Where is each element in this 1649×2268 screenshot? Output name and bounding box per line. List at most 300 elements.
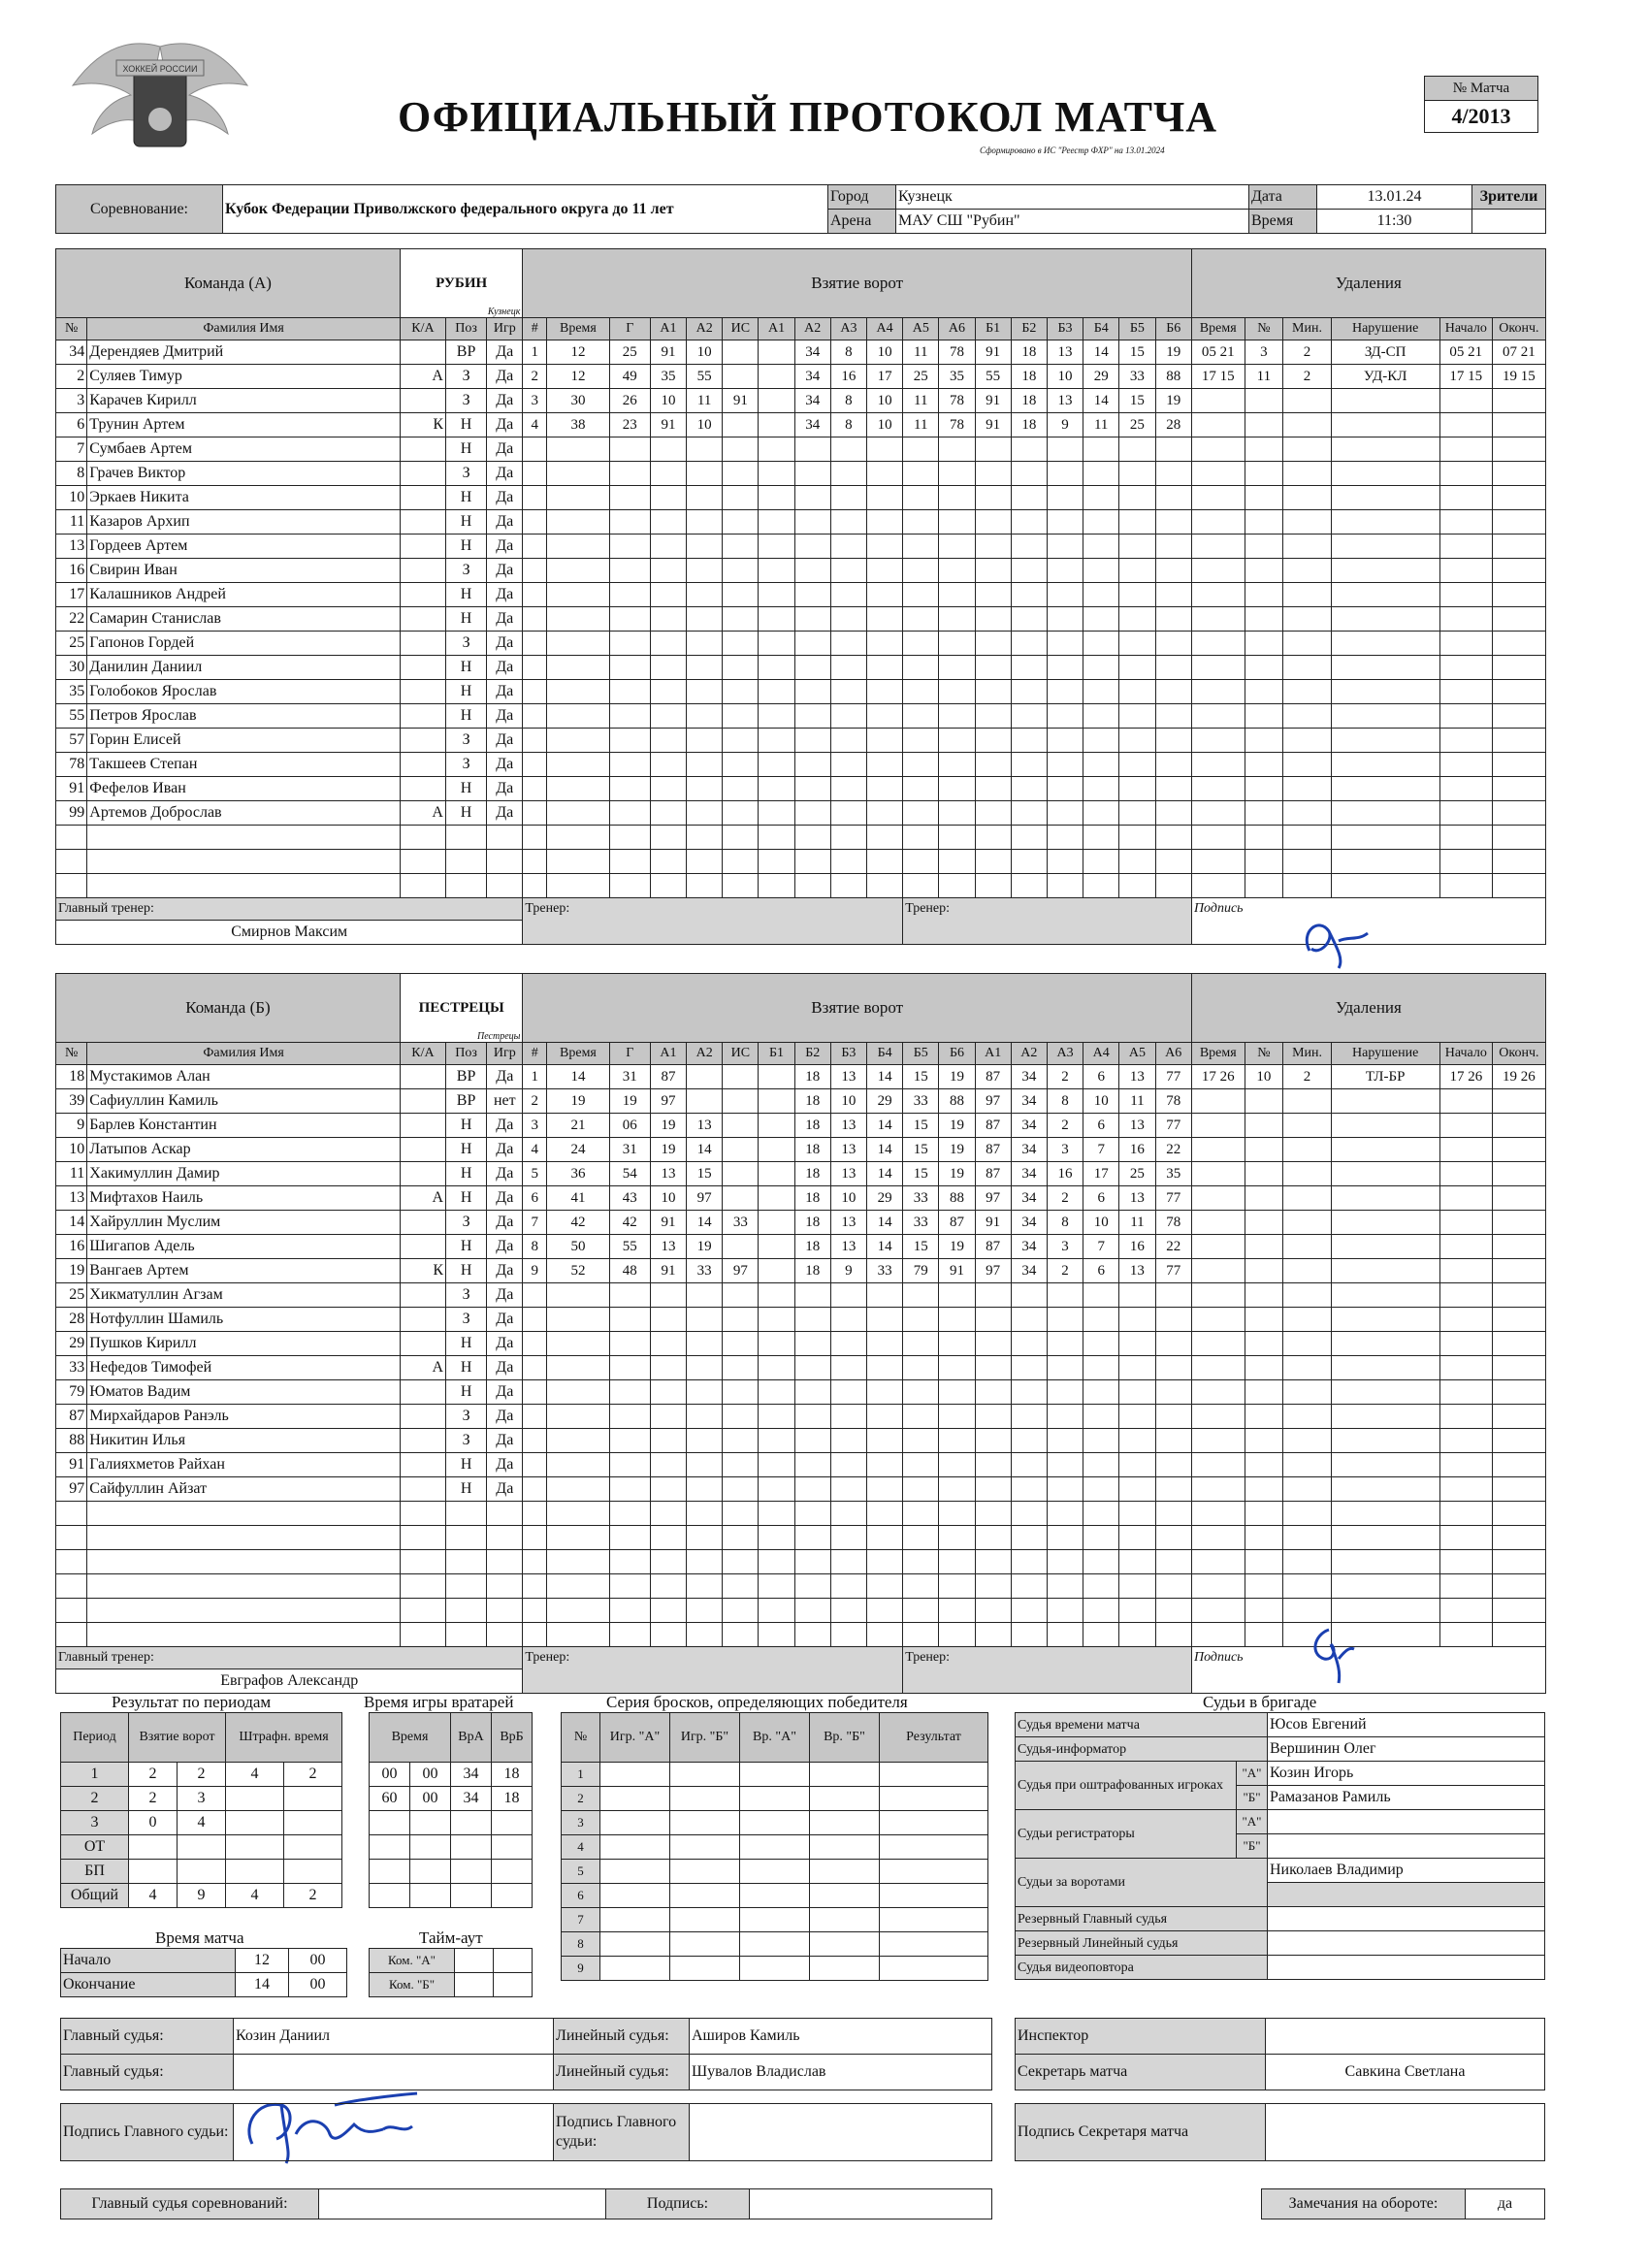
shootout-cell bbox=[810, 1811, 880, 1835]
penalty-cell: 2 bbox=[1283, 1065, 1332, 1089]
goal-cell bbox=[1083, 462, 1119, 486]
penalty-header: Нарушение bbox=[1331, 1043, 1439, 1065]
goal-cell bbox=[830, 850, 866, 874]
goalie-time-cell bbox=[370, 1835, 410, 1860]
penalty-cell: 05 21 bbox=[1191, 340, 1245, 365]
goal-cell bbox=[609, 1283, 650, 1308]
official-role: Судья видеоповтора bbox=[1016, 1956, 1268, 1980]
player-position bbox=[446, 1526, 487, 1550]
goal-cell bbox=[1155, 1574, 1191, 1599]
goal-cell: 7 bbox=[1083, 1138, 1119, 1162]
goal-cell bbox=[650, 850, 686, 874]
goal-cell bbox=[1083, 486, 1119, 510]
goal-header: А4 bbox=[867, 318, 903, 340]
shootout-cell bbox=[740, 1957, 810, 1981]
goal-cell bbox=[609, 1429, 650, 1453]
goal-cell bbox=[759, 1283, 794, 1308]
player-position: ВР bbox=[446, 1089, 487, 1114]
player-number: 30 bbox=[56, 656, 87, 680]
player-number: 3 bbox=[56, 389, 87, 413]
penalty-cell bbox=[1439, 704, 1493, 729]
player-role bbox=[400, 1235, 445, 1259]
penalty-cell bbox=[1331, 1308, 1439, 1332]
goal-cell bbox=[650, 1405, 686, 1429]
period-name: 1 bbox=[61, 1763, 129, 1787]
goal-cell: 13 bbox=[1047, 340, 1083, 365]
player-number: 6 bbox=[56, 413, 87, 437]
goal-cell bbox=[794, 583, 830, 607]
goal-cell: 13 bbox=[650, 1162, 686, 1186]
shootout-number: 1 bbox=[562, 1763, 600, 1787]
player-position: Н bbox=[445, 801, 486, 826]
team-sign-label: Подпись bbox=[1191, 898, 1545, 945]
goal-cell: 16 bbox=[1047, 1162, 1083, 1186]
goals-title: Взятие ворот bbox=[523, 974, 1192, 1043]
goal-cell bbox=[1011, 753, 1047, 777]
goal-cell bbox=[1083, 826, 1119, 850]
sign-secretary-table bbox=[1015, 2103, 1545, 2161]
match-end-hour: 14 bbox=[236, 1973, 289, 1997]
goal-cell bbox=[650, 1429, 686, 1453]
goal-cell bbox=[1083, 704, 1119, 729]
player-name bbox=[87, 1574, 401, 1599]
secretary-label: Секретарь матча bbox=[1016, 2055, 1266, 2090]
goal-cell: 91 bbox=[939, 1259, 975, 1283]
goal-cell bbox=[759, 1065, 794, 1089]
goal-cell: 36 bbox=[547, 1162, 610, 1186]
goal-cell bbox=[547, 559, 610, 583]
goal-cell bbox=[867, 1550, 903, 1574]
goal-cell bbox=[939, 437, 975, 462]
goal-cell: 55 bbox=[609, 1235, 650, 1259]
goal-cell bbox=[830, 1526, 866, 1550]
player-name bbox=[87, 850, 401, 874]
player-number: 28 bbox=[56, 1308, 87, 1332]
goal-cell bbox=[1155, 1453, 1191, 1477]
penalty-cell bbox=[1191, 1502, 1245, 1526]
table-row bbox=[56, 1089, 1546, 1114]
official-team-mark: "Б" bbox=[1237, 1834, 1268, 1859]
player-role bbox=[400, 850, 445, 874]
penalty-cell bbox=[1283, 1332, 1332, 1356]
table-row bbox=[56, 1065, 1546, 1089]
periods-row bbox=[61, 1884, 342, 1908]
player-role bbox=[400, 729, 445, 753]
penalty-header: Начало bbox=[1439, 318, 1493, 340]
goalie-time-cell bbox=[492, 1860, 533, 1884]
goal-cell bbox=[975, 680, 1011, 704]
official-row bbox=[1016, 1931, 1545, 1956]
penalty-cell bbox=[1283, 1502, 1332, 1526]
goal-cell: 13 bbox=[1119, 1259, 1155, 1283]
period-value: 2 bbox=[284, 1763, 342, 1787]
goal-cell bbox=[1155, 850, 1191, 874]
penalty-cell bbox=[1493, 1453, 1546, 1477]
penalty-cell bbox=[1439, 1308, 1493, 1332]
goalie-time-row bbox=[370, 1787, 533, 1811]
player-played: Да bbox=[487, 413, 523, 437]
official-name bbox=[1268, 1907, 1545, 1931]
goal-header: А6 bbox=[939, 318, 975, 340]
goal-cell bbox=[723, 801, 759, 826]
penalty-cell bbox=[1283, 1453, 1332, 1477]
goal-cell bbox=[723, 632, 759, 656]
goal-cell bbox=[1083, 1429, 1119, 1453]
goal-cell bbox=[1119, 656, 1155, 680]
player-number: 34 bbox=[56, 340, 87, 365]
penalty-cell bbox=[1493, 1405, 1546, 1429]
goal-cell bbox=[1083, 729, 1119, 753]
goalie-time-cell: 60 bbox=[370, 1787, 410, 1811]
penalty-cell bbox=[1245, 826, 1283, 850]
penalty-cell bbox=[1493, 1211, 1546, 1235]
goal-cell: 15 bbox=[687, 1162, 723, 1186]
penalty-header: Мин. bbox=[1283, 1043, 1332, 1065]
player-role bbox=[400, 680, 445, 704]
goal-cell bbox=[830, 1574, 866, 1599]
line-referee-2-label: Линейный судья: bbox=[554, 2055, 690, 2090]
penalty-cell bbox=[1191, 680, 1245, 704]
goal-cell: 1 bbox=[523, 1065, 547, 1089]
goal-cell bbox=[939, 704, 975, 729]
player-position: Н bbox=[446, 1453, 487, 1477]
goal-header: Б5 bbox=[1119, 318, 1155, 340]
goal-cell bbox=[1011, 1599, 1047, 1623]
goal-cell bbox=[523, 1308, 547, 1332]
goal-cell bbox=[523, 510, 547, 535]
player-number: 11 bbox=[56, 510, 87, 535]
goal-cell bbox=[759, 874, 794, 898]
table-row bbox=[56, 850, 1546, 874]
table-row bbox=[56, 1550, 1546, 1574]
goal-cell: 19 bbox=[939, 1065, 975, 1089]
player-name: Данилин Даниил bbox=[87, 656, 401, 680]
goal-cell bbox=[939, 729, 975, 753]
goal-cell: 7 bbox=[523, 1211, 547, 1235]
goal-cell bbox=[723, 753, 759, 777]
player-played: Да bbox=[487, 535, 523, 559]
goal-cell bbox=[609, 753, 650, 777]
player-number: 91 bbox=[56, 1453, 87, 1477]
official-name: Рамазанов Рамиль bbox=[1268, 1786, 1545, 1810]
penalty-cell bbox=[1331, 437, 1439, 462]
penalty-cell bbox=[1191, 729, 1245, 753]
goal-cell bbox=[1119, 462, 1155, 486]
penalty-cell bbox=[1245, 389, 1283, 413]
table-row bbox=[56, 1259, 1546, 1283]
player-played: Да bbox=[487, 437, 523, 462]
penalty-cell bbox=[1283, 559, 1332, 583]
roster-header: Поз bbox=[445, 318, 486, 340]
goal-cell bbox=[903, 680, 939, 704]
player-name bbox=[87, 1550, 401, 1574]
goal-cell bbox=[867, 704, 903, 729]
penalty-cell bbox=[1245, 1186, 1283, 1211]
goal-cell bbox=[1083, 583, 1119, 607]
official-name bbox=[1268, 1956, 1545, 1980]
main-referee-1-label: Главный судья: bbox=[61, 2019, 234, 2055]
penalty-cell bbox=[1493, 874, 1546, 898]
goal-cell: 12 bbox=[547, 340, 610, 365]
penalty-cell bbox=[1283, 729, 1332, 753]
info-table bbox=[55, 184, 1546, 234]
goalie-time-cell bbox=[492, 1884, 533, 1908]
player-played: Да bbox=[487, 1283, 523, 1308]
goal-cell bbox=[939, 1623, 975, 1647]
penalty-cell bbox=[1439, 1089, 1493, 1114]
penalty-cell bbox=[1493, 729, 1546, 753]
penalty-cell bbox=[1439, 1259, 1493, 1283]
goal-cell bbox=[609, 462, 650, 486]
goal-cell bbox=[650, 1550, 686, 1574]
periods-header-period: Период bbox=[61, 1713, 129, 1763]
penalty-cell bbox=[1439, 1599, 1493, 1623]
goal-cell bbox=[830, 826, 866, 850]
penalty-cell bbox=[1245, 1162, 1283, 1186]
shootout-row bbox=[562, 1787, 988, 1811]
goal-cell bbox=[547, 729, 610, 753]
goal-cell bbox=[547, 632, 610, 656]
player-played bbox=[487, 1550, 523, 1574]
penalty-cell bbox=[1439, 510, 1493, 535]
goal-cell bbox=[547, 1308, 610, 1332]
goal-cell bbox=[650, 1453, 686, 1477]
timeout-title: Тайм-аут bbox=[419, 1928, 483, 1947]
goal-cell: 19 bbox=[939, 1162, 975, 1186]
penalty-cell bbox=[1439, 1235, 1493, 1259]
penalty-cell bbox=[1493, 632, 1546, 656]
penalty-cell bbox=[1331, 1162, 1439, 1186]
goal-cell bbox=[687, 1065, 723, 1089]
goal-cell bbox=[1011, 1405, 1047, 1429]
goal-cell bbox=[794, 559, 830, 583]
goal-cell bbox=[523, 486, 547, 510]
table-row bbox=[56, 535, 1546, 559]
goal-cell bbox=[687, 1089, 723, 1114]
penalty-cell bbox=[1493, 462, 1546, 486]
player-position bbox=[446, 1599, 487, 1623]
shootout-cell bbox=[670, 1811, 740, 1835]
player-played: Да bbox=[487, 1405, 523, 1429]
player-played: Да bbox=[487, 1380, 523, 1405]
period-value: 2 bbox=[129, 1787, 178, 1811]
penalty-cell bbox=[1331, 510, 1439, 535]
goal-cell bbox=[975, 1453, 1011, 1477]
penalty-cell bbox=[1283, 1162, 1332, 1186]
goal-cell bbox=[830, 1477, 866, 1502]
goal-cell: 31 bbox=[609, 1065, 650, 1089]
goal-cell bbox=[687, 559, 723, 583]
goal-cell bbox=[759, 1114, 794, 1138]
remarks-label: Замечания на обороте: bbox=[1262, 2189, 1466, 2219]
column-header-row bbox=[56, 318, 1546, 340]
trainer-1-label: Тренер: bbox=[523, 898, 903, 945]
city-value: Кузнецк bbox=[896, 185, 1249, 210]
penalty-cell bbox=[1191, 583, 1245, 607]
goal-cell bbox=[794, 826, 830, 850]
goal-cell bbox=[1083, 777, 1119, 801]
match-number-box bbox=[1424, 76, 1538, 133]
goal-cell bbox=[1083, 632, 1119, 656]
player-name: Барлев Константин bbox=[87, 1114, 401, 1138]
penalty-header: Время bbox=[1191, 318, 1245, 340]
goal-cell: 33 bbox=[903, 1186, 939, 1211]
player-name: Юматов Вадим bbox=[87, 1380, 401, 1405]
penalty-cell: ЗД-СП bbox=[1331, 340, 1439, 365]
shootout-row bbox=[562, 1932, 988, 1957]
official-name bbox=[1268, 1931, 1545, 1956]
goal-cell bbox=[1083, 1405, 1119, 1429]
goal-cell bbox=[1155, 462, 1191, 486]
goal-header: А2 bbox=[687, 1043, 723, 1065]
penalty-cell bbox=[1439, 559, 1493, 583]
goal-cell bbox=[687, 1283, 723, 1308]
timeout-table bbox=[369, 1948, 533, 1997]
table-row bbox=[56, 1138, 1546, 1162]
penalty-cell bbox=[1191, 1574, 1245, 1599]
goal-cell bbox=[523, 753, 547, 777]
goal-cell bbox=[1155, 1502, 1191, 1526]
goal-cell bbox=[609, 1308, 650, 1332]
goal-cell bbox=[759, 656, 794, 680]
goal-cell bbox=[1083, 437, 1119, 462]
penalty-cell bbox=[1331, 1453, 1439, 1477]
penalty-cell bbox=[1191, 1162, 1245, 1186]
goal-cell bbox=[903, 1550, 939, 1574]
shootout-number: 4 bbox=[562, 1835, 600, 1860]
goal-cell bbox=[687, 1477, 723, 1502]
penalty-cell bbox=[1283, 632, 1332, 656]
penalty-cell bbox=[1283, 1138, 1332, 1162]
goal-cell: 87 bbox=[975, 1114, 1011, 1138]
trainer-2-label: Тренер: bbox=[903, 1647, 1192, 1694]
player-role bbox=[400, 1550, 445, 1574]
goal-cell bbox=[903, 1599, 939, 1623]
penalty-header: № bbox=[1245, 1043, 1283, 1065]
goal-cell: 6 bbox=[1083, 1186, 1119, 1211]
penalty-cell bbox=[1283, 1259, 1332, 1283]
goal-cell: 91 bbox=[975, 340, 1011, 365]
goal-cell bbox=[609, 559, 650, 583]
goal-cell: 3 bbox=[1047, 1235, 1083, 1259]
player-number: 10 bbox=[56, 486, 87, 510]
goal-cell bbox=[523, 801, 547, 826]
penalty-cell bbox=[1331, 1477, 1439, 1502]
penalty-cell bbox=[1245, 1211, 1283, 1235]
penalty-cell bbox=[1191, 559, 1245, 583]
goal-cell bbox=[523, 850, 547, 874]
goal-cell bbox=[1083, 1332, 1119, 1356]
goal-header: # bbox=[523, 1043, 547, 1065]
goal-cell bbox=[523, 607, 547, 632]
periods-row bbox=[61, 1835, 342, 1860]
period-value: 4 bbox=[226, 1763, 284, 1787]
goal-cell bbox=[547, 656, 610, 680]
player-played: Да bbox=[487, 632, 523, 656]
penalty-cell bbox=[1245, 1332, 1283, 1356]
goal-cell bbox=[650, 1526, 686, 1550]
goal-cell bbox=[687, 1356, 723, 1380]
player-name: Галияхметов Райхан bbox=[87, 1453, 401, 1477]
player-position: Н bbox=[446, 1356, 487, 1380]
player-role bbox=[400, 874, 445, 898]
player-role bbox=[400, 1502, 445, 1526]
official-name bbox=[1268, 1834, 1545, 1859]
shootout-cell bbox=[810, 1860, 880, 1884]
player-role bbox=[400, 1114, 445, 1138]
shootout-number: 6 bbox=[562, 1884, 600, 1908]
goal-cell bbox=[939, 462, 975, 486]
shootout-cell bbox=[740, 1787, 810, 1811]
goal-cell bbox=[759, 389, 794, 413]
team-name-text: ПЕСТРЕЦЫ bbox=[418, 1000, 504, 1016]
goalie-time-cell bbox=[451, 1860, 492, 1884]
goal-cell bbox=[1011, 704, 1047, 729]
shootout-header: Вр. "Б" bbox=[810, 1713, 880, 1763]
goal-cell: 34 bbox=[1011, 1235, 1047, 1259]
goal-cell: 10 bbox=[687, 340, 723, 365]
table-row bbox=[56, 1429, 1546, 1453]
player-played bbox=[487, 874, 523, 898]
goal-cell bbox=[975, 729, 1011, 753]
goal-cell bbox=[1011, 1332, 1047, 1356]
goal-cell bbox=[759, 486, 794, 510]
penalty-cell bbox=[1191, 874, 1245, 898]
periods-row bbox=[61, 1763, 342, 1787]
goal-cell bbox=[794, 437, 830, 462]
goal-cell bbox=[975, 583, 1011, 607]
player-number bbox=[56, 1599, 87, 1623]
goal-cell: 87 bbox=[975, 1138, 1011, 1162]
penalty-cell bbox=[1331, 656, 1439, 680]
goal-cell bbox=[903, 1574, 939, 1599]
player-played: Да bbox=[487, 753, 523, 777]
penalty-cell bbox=[1191, 1283, 1245, 1308]
goalie-time-table bbox=[369, 1712, 533, 1908]
player-role bbox=[400, 1332, 445, 1356]
goal-cell bbox=[867, 656, 903, 680]
goal-cell bbox=[1047, 583, 1083, 607]
goal-cell bbox=[830, 1380, 866, 1405]
goal-cell bbox=[794, 607, 830, 632]
goal-cell bbox=[867, 1380, 903, 1405]
periods-header-goals: Взятие ворот bbox=[129, 1713, 226, 1763]
period-name: 2 bbox=[61, 1787, 129, 1811]
goal-cell: 97 bbox=[975, 1186, 1011, 1211]
goal-cell bbox=[723, 850, 759, 874]
player-number: 13 bbox=[56, 1186, 87, 1211]
goal-cell: 16 bbox=[1119, 1235, 1155, 1259]
table-row bbox=[56, 1235, 1546, 1259]
team-name-text: РУБИН bbox=[436, 275, 488, 291]
goal-cell: 15 bbox=[903, 1138, 939, 1162]
goal-cell bbox=[687, 632, 723, 656]
goal-cell bbox=[975, 1405, 1011, 1429]
goal-cell bbox=[650, 826, 686, 850]
goal-cell: 10 bbox=[1083, 1211, 1119, 1235]
goal-cell: 11 bbox=[903, 413, 939, 437]
goal-cell bbox=[523, 1380, 547, 1405]
goal-cell bbox=[1119, 680, 1155, 704]
goal-cell: 13 bbox=[1119, 1065, 1155, 1089]
table-row bbox=[56, 656, 1546, 680]
goal-cell bbox=[759, 607, 794, 632]
penalty-cell bbox=[1331, 801, 1439, 826]
penalty-cell bbox=[1191, 1380, 1245, 1405]
goal-cell bbox=[547, 437, 610, 462]
head-coach-label: Главный тренер: bbox=[56, 1647, 523, 1669]
goal-cell: 13 bbox=[830, 1211, 866, 1235]
